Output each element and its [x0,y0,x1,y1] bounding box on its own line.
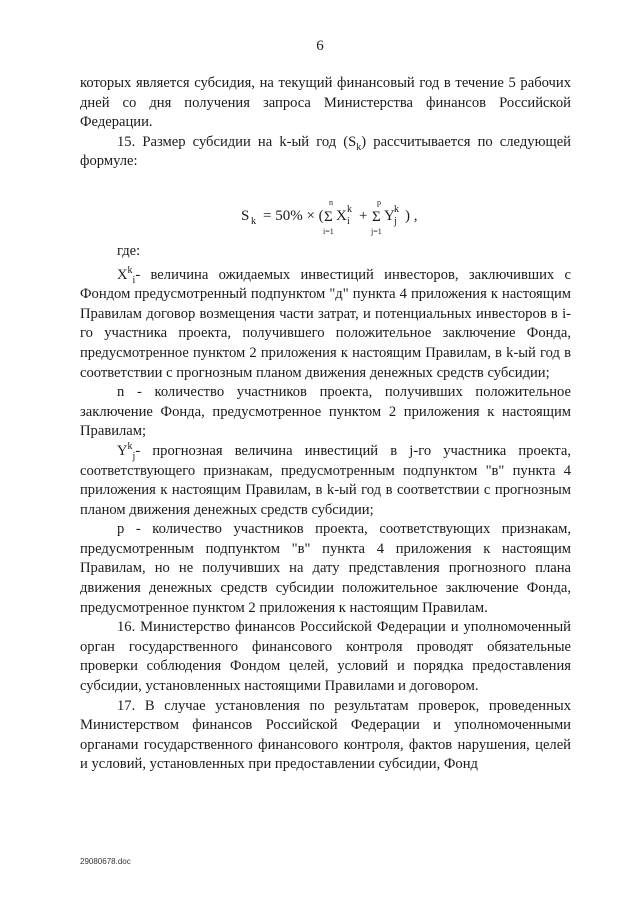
formula-block [80,172,571,242]
formula-plus: + [359,207,368,224]
formula-sum1-top: n [329,197,333,207]
symbol-y: $Y^k_j$ [117,441,136,462]
formula-sum1-bottom: i=1 [323,226,334,236]
formula-x: X [336,207,347,224]
formula-lhs-sub: k [251,215,256,227]
formula-y-sub: j [394,215,397,227]
definition-y: $Y^k_j-$ прогнозная величина инвестиций в j-го участника проекта, соответствующего признакам, предусмотренным подпунктом "в" пункта 4 приложения к настоящим Правилам, в k-ый год в соответствии с прогнозным планом движения денежных средств субсидии; [80,441,571,518]
definition-n: n - количество участников проекта, получивших положительное заключение Фонда, предусмотренное пунктом 2 приложения к настоящим Правилам; [80,384,571,440]
formula-y: Y [384,207,395,224]
page-number: 6 [316,38,324,54]
paragraph-15: 15. Размер субсидии на k-ый год $(S_k)$ рассчитывается по следующей формуле: [80,133,571,170]
formula-lhs: S [241,207,250,224]
paragraph-17: 17. В случае установления по результатам проверок, проведенных Министерством финансов Российской Федерации и уполномоченными органами государственного финансового контроля, фактов нарушения, целей и условий, установленных при предоставлении субсидии, Фонд [80,697,571,773]
formula-equals: = 50% × ( [263,207,324,224]
formula-sigma-1: Σ [324,208,333,225]
formula-close: ) , [405,207,418,224]
definition-x: $X^k_i-$ величина ожидаемых инвестиций инвесторов, заключивших с Фондом предусмотренный подпунктом "д" пункта 4 приложения к настоящим Правилам договор возмещения части затрат, и потенциальных инвесторов в i-го участника проекта, получившего положительное заключение Фонда, предусмотренное пунктом 2 приложения к настоящим Правилам, в k-ый год в соответствии с прогнозным планом движения денежных средств субсидии; [80,264,571,381]
document-footer: 29080678.doc [80,857,131,866]
paragraph-16: 16. Министерство финансов Российской Федерации и уполномоченный орган государственного финансового контроля проводят обязательные проверки соблюдения Фондом целей, условий и порядка предоставления субсидии, установленных настоящими Правилами и договором. [80,619,571,695]
document-body [80,74,571,775]
subsidy-formula [241,194,481,238]
formula-sum2-bottom: j=1 [371,226,382,236]
paragraph-continuation: которых является субсидия, на текущий финансовый год в течение 5 рабочих дней со дня получения запроса Министерства финансов Российской Федерации. [80,75,571,131]
definition-p: р - количество участников проекта, соответствующих признакам, предусмотренным подпунктом "в" пункта 4 приложения к настоящим Правилам, но не получивших на дату представления прогнозного плана движения денежных средств субсидии положительное заключение Фонда, предусмотренное пунктом 2 приложения к настоящим Правилам. [80,521,571,616]
formula-y-sup: k [394,203,399,215]
symbol-x: $X^k_i$ [117,264,136,286]
where-label: где: [117,242,141,259]
formula-x-sup: k [347,203,352,215]
formula-sum2-top: p [377,197,381,207]
formula-sigma-2: Σ [372,208,381,225]
formula-x-sub: i [347,215,350,227]
